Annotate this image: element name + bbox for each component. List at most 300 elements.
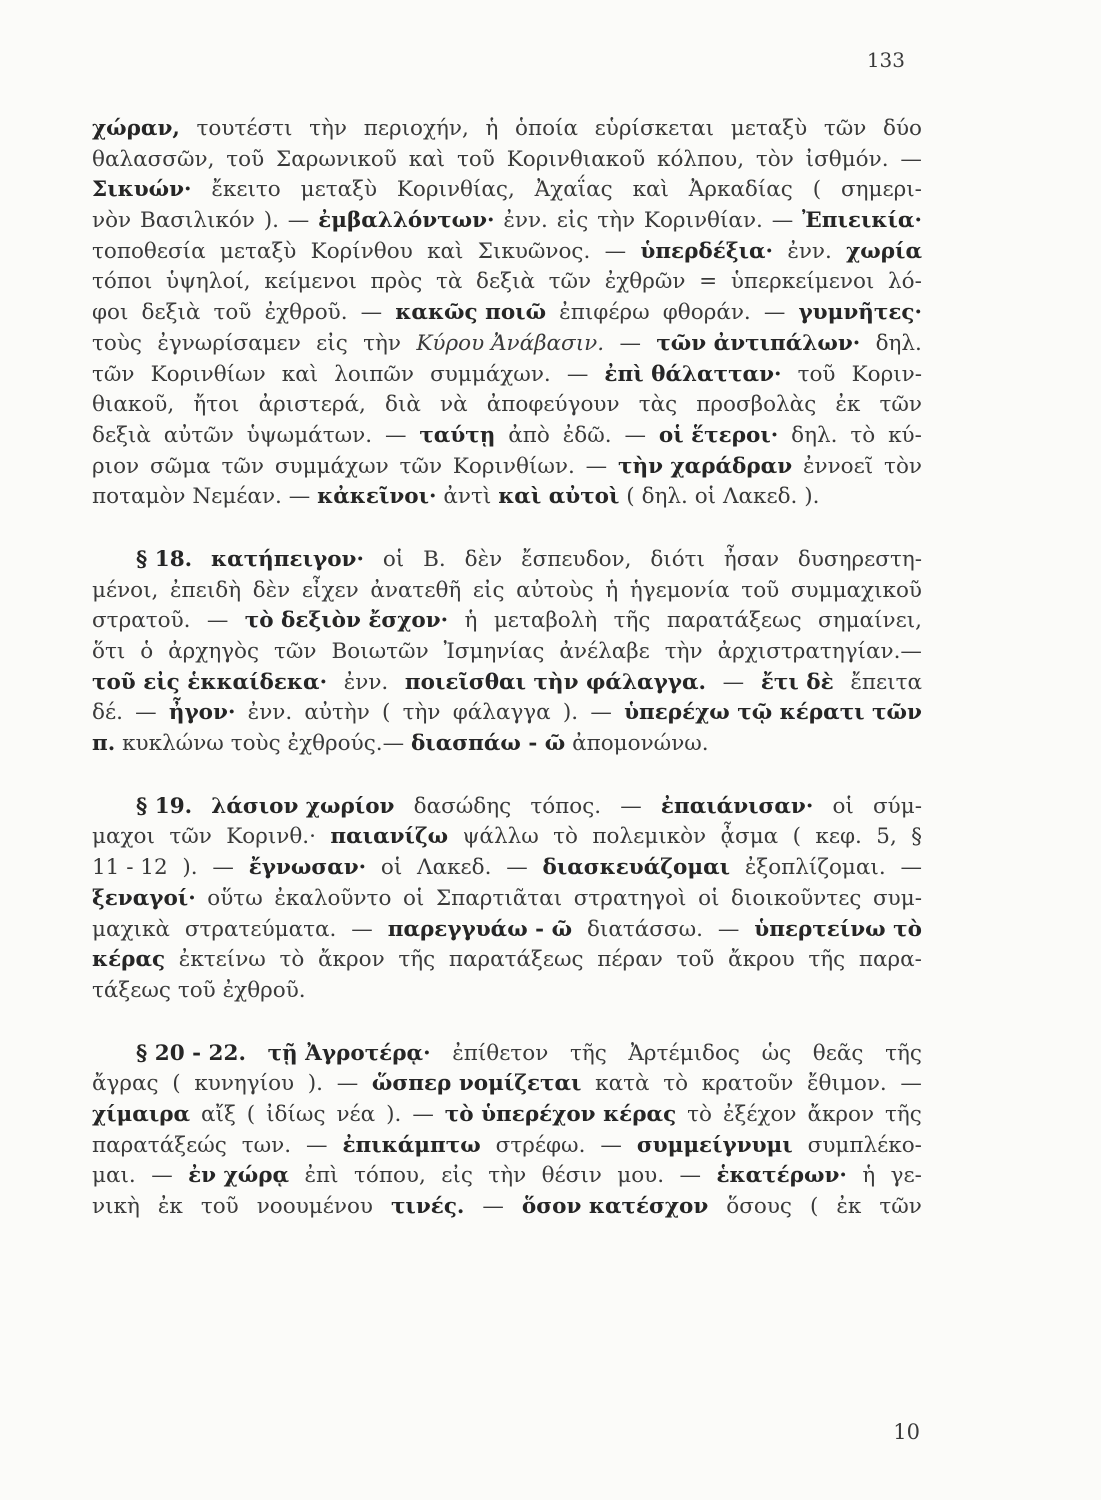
word: τῆς: [885, 1101, 922, 1127]
word: —: [722, 669, 745, 695]
word: σύμ-: [872, 793, 922, 819]
word: ).: [562, 700, 579, 726]
word: δεξιὰ: [141, 300, 201, 326]
word: τῶν: [221, 453, 264, 479]
word: οἱ: [694, 484, 717, 510]
word: Κορινθ.·: [226, 824, 316, 850]
word: ἐξέχον: [722, 1101, 797, 1127]
text-line: [92, 700, 922, 731]
bold-term: Σικυών·: [92, 177, 192, 203]
word: Νεμέαν.: [192, 484, 282, 510]
word: —: [287, 208, 310, 234]
word: ἀντὶ: [443, 484, 492, 510]
bold-term: συμμείγνυμι: [636, 1132, 793, 1158]
word: τουτέστι: [196, 116, 293, 141]
word: τὴν: [597, 208, 636, 234]
word: αὐτοὺς: [516, 577, 594, 603]
word: παρατάξεως: [666, 608, 802, 634]
word: καὶ: [408, 146, 446, 172]
word: σῶμα: [149, 453, 211, 479]
word: ἰσθμόν.: [805, 146, 889, 172]
word: τόπος.: [530, 793, 602, 819]
word: τῶν: [274, 639, 317, 664]
word: μεταξὺ: [219, 238, 297, 264]
bold-term: κέρας: [92, 947, 166, 973]
word: μεταξὺ: [730, 116, 808, 141]
bold-term: τὸ δεξιὸν ἔσχον·: [244, 608, 449, 634]
word: ).: [386, 1101, 402, 1127]
word: —: [288, 484, 311, 510]
word: δέ.: [92, 700, 123, 726]
word: ἐδῶ.: [562, 422, 612, 448]
word: ἐνν.: [247, 700, 293, 726]
word: (: [246, 1101, 256, 1127]
bold-term: ἐπαιάνισαν·: [660, 793, 814, 819]
word: ὁποία: [515, 116, 578, 141]
word: διοικοῦντες: [731, 885, 862, 911]
signature-mark: 10: [893, 1420, 920, 1444]
word: τοποθεσία: [92, 238, 206, 264]
word: συμμαχικοῦ: [790, 577, 922, 603]
word: διότι: [650, 546, 705, 572]
word: ἔθιμον.: [806, 1071, 887, 1097]
word: ψάλλω: [462, 824, 539, 850]
word: ἐνν.: [503, 208, 548, 234]
word: πρὸς: [370, 269, 423, 295]
bold-term: ἦγον·: [168, 700, 236, 726]
word: συμμάχων.: [430, 361, 551, 387]
word: ἐγνωρίσαμεν: [157, 330, 301, 356]
word: οἱ: [832, 793, 854, 819]
bold-term: ἐπικάμπτω: [342, 1132, 481, 1158]
word: 5,: [876, 824, 897, 850]
word: εἰς: [472, 577, 505, 603]
word: τῆς: [398, 947, 436, 973]
word: οἱ: [382, 546, 405, 572]
text-line: [92, 947, 922, 978]
word: ἄγρας: [92, 1071, 159, 1097]
word: ἰδίως: [266, 1101, 326, 1127]
word: εὑρίσκεται: [594, 116, 715, 141]
bold-term: ὥσπερ νομίζεται: [371, 1071, 582, 1097]
word: ἀνατεθῆ: [370, 577, 462, 603]
text-line: [92, 269, 922, 300]
word: Ἰσμηνίας: [443, 639, 545, 664]
word: τοῦ: [200, 1194, 239, 1219]
word: Ἀρκαδίας: [688, 177, 793, 203]
word: κύ-: [888, 422, 922, 448]
bold-term: διασπάω - ῶ: [410, 731, 566, 757]
text-line: [92, 239, 922, 270]
word: —: [351, 916, 373, 942]
word: θεᾶς: [812, 1040, 864, 1066]
word: τοῦ: [797, 361, 836, 387]
word: θέσιν: [541, 1163, 602, 1189]
word: ἀποφεύγουν: [486, 392, 620, 418]
page-number: 133: [866, 48, 905, 72]
word: ἐπιφέρω: [559, 300, 650, 326]
word: διατάσσω.: [586, 916, 703, 942]
bold-term: § 19.: [136, 793, 193, 819]
text-line: [92, 331, 922, 362]
word: τὰ: [435, 269, 463, 295]
word: ὑψηλοί,: [166, 269, 251, 295]
word: τῶν: [399, 453, 443, 479]
word: ἀπομονώνω.: [572, 731, 709, 757]
word: ἤτοι: [193, 392, 240, 418]
text-line: [92, 578, 922, 609]
bold-term: κἀκεῖνοι·: [317, 484, 437, 510]
word: ἡ: [605, 577, 619, 603]
word: κρατοῦν: [701, 1071, 794, 1097]
word: τοὺς: [230, 731, 281, 757]
word: μένοι,: [92, 577, 159, 603]
word: των.: [241, 1132, 292, 1158]
word: —: [135, 700, 157, 726]
word: σημερι-: [840, 177, 922, 203]
word: Κορινθίας,: [396, 177, 515, 203]
word: Ἀρτέμιδος: [628, 1040, 740, 1066]
word: Ἀχαΐας: [534, 177, 613, 203]
word: λό-: [888, 269, 922, 295]
bold-term: ἐν χώρᾳ: [188, 1163, 290, 1189]
word: περιοχήν,: [363, 116, 469, 141]
word: —: [585, 453, 608, 479]
word: τὴν: [402, 700, 441, 726]
word: οὕτω: [207, 885, 263, 911]
paragraph-gap: [92, 1009, 922, 1041]
word: τόποι: [92, 269, 153, 295]
word: —: [212, 855, 234, 881]
bold-term: τοῦ εἰς ἑκκαίδεκα·: [92, 669, 328, 695]
word: μου.: [617, 1163, 665, 1189]
word: δεξιὰ: [92, 422, 151, 448]
text-line: [92, 886, 922, 917]
word: εἰς: [441, 1163, 473, 1189]
text-line: [92, 855, 922, 886]
word: κόλπου,: [657, 146, 745, 172]
word: ἀρχηγὸς: [168, 639, 260, 664]
bold-term: ὑπερδέξια·: [640, 238, 774, 264]
word: αἴξ: [201, 1101, 236, 1127]
bold-term: τὴν χαράδραν: [618, 453, 793, 479]
word: ὁ: [140, 639, 154, 664]
word: παρατάξεώς: [92, 1132, 227, 1158]
word: —: [620, 793, 642, 819]
word: ἀπὸ: [508, 422, 550, 448]
word: ἐχθρούς.—: [287, 731, 405, 757]
word: ἔπειτα: [850, 669, 922, 695]
bold-term: χίμαιρα: [92, 1101, 191, 1127]
word: τὸν: [884, 453, 922, 479]
word: κυνηγίου: [194, 1071, 295, 1097]
word: —: [360, 300, 383, 326]
word: Κορινθίαν.: [643, 208, 763, 234]
word: τὴν: [664, 639, 703, 664]
word: ἡ: [464, 608, 478, 634]
word: τῶν: [879, 1194, 922, 1219]
word: διὰ: [385, 392, 421, 418]
word: ἡ: [485, 116, 499, 141]
word: ).: [263, 208, 279, 234]
word: νὸν: [92, 208, 132, 234]
word: 11 - 12: [92, 855, 168, 881]
word: ὑψωμάτων.: [246, 422, 373, 448]
word: τῶν: [823, 116, 867, 141]
text-line: [92, 670, 922, 701]
word: —: [336, 1071, 359, 1097]
word: ἐκ: [835, 392, 861, 418]
word: ὡς: [761, 1040, 792, 1066]
word: μαι.: [92, 1163, 136, 1189]
word: Σαρωνικοῦ: [276, 146, 397, 172]
word: ἀρχιστρατηγίαν.—: [717, 639, 922, 664]
text-line: [92, 824, 922, 855]
bold-term: ποιεῖσθαι τὴν φάλαγγα.: [404, 669, 707, 695]
bold-term: ξεναγοί·: [92, 885, 196, 911]
bold-term: λάσιον χωρίον: [211, 793, 395, 819]
word: —: [206, 608, 229, 634]
word: ἔσπευδον,: [521, 546, 632, 572]
text-line: [92, 177, 922, 208]
word: ὅσους: [726, 1194, 792, 1219]
word: δηλ.: [875, 330, 922, 356]
word: δηλ.: [791, 422, 838, 448]
word: Σπαρτιᾶται: [435, 885, 563, 911]
bold-term: § 18.: [136, 546, 193, 572]
bold-term: ὑπερέχω τῷ κέρατι τῶν: [624, 700, 922, 726]
word: στρατοῦ.: [92, 608, 191, 634]
word: καὶ: [632, 177, 669, 203]
word: Βοιωτῶν: [331, 639, 429, 664]
word: κυκλώνω: [122, 731, 224, 757]
word: ἐκτείνω: [178, 947, 266, 973]
word: τῆς: [613, 608, 651, 634]
word: τοῦ: [177, 977, 216, 1003]
word: θαλασσῶν,: [92, 146, 215, 172]
word: ἐνν.: [787, 238, 832, 264]
text-line: [92, 1041, 922, 1072]
word: μεταβολὴ: [493, 608, 598, 634]
word: συμ-: [872, 885, 922, 911]
word: ἀνέλαβε: [559, 639, 650, 664]
word: δὲν: [252, 577, 291, 603]
word: τὰς: [638, 392, 678, 418]
word: ἐπίθετον: [452, 1040, 549, 1066]
word: δυσηρεστη-: [797, 546, 922, 572]
word: ἐκ: [157, 1194, 183, 1219]
word: τῆς: [885, 1040, 922, 1066]
word: τοῦ: [456, 146, 495, 172]
bold-term: ἔτι δὲ: [760, 669, 834, 695]
word: τὸ: [687, 1101, 712, 1127]
word: —: [900, 1071, 922, 1097]
word: τὸν: [755, 146, 794, 172]
bold-term: κακῶς ποιῶ: [395, 300, 547, 326]
bold-term: ὑπερτείνω τὸ: [754, 916, 922, 942]
word: τὸ: [553, 824, 578, 850]
word: ἐπειδὴ: [170, 577, 242, 603]
paragraph-gap: [92, 762, 922, 794]
word: —: [771, 208, 794, 234]
word: σημαίνει,: [818, 608, 922, 634]
word: ᾆσμα: [720, 824, 779, 850]
word: λοιπῶν: [334, 361, 414, 387]
word: Κορινθιακοῦ: [506, 146, 646, 172]
word: Κορίνθου: [310, 238, 413, 264]
word: ἐπὶ: [304, 1163, 339, 1189]
word: θιακοῦ,: [92, 392, 175, 418]
text-line: [92, 423, 922, 454]
word: τῆς: [808, 947, 846, 973]
word: Βασιλικόν: [139, 208, 255, 234]
word: ἀριστερά,: [258, 392, 366, 418]
word: τὸ: [663, 1071, 689, 1097]
word: τῶν: [92, 361, 135, 387]
bold-term: ἑκατέρων·: [716, 1163, 847, 1189]
word: κεφ.: [815, 824, 862, 850]
word: παρα-: [858, 947, 922, 973]
bold-term: ἔγνωσαν·: [248, 855, 367, 881]
word: μαχοι: [92, 824, 155, 850]
word: —: [600, 1132, 622, 1158]
bold-term: ταύτῃ: [419, 422, 496, 448]
word: φάλαγγα: [452, 700, 551, 726]
word: —: [624, 422, 646, 448]
word: (: [382, 700, 391, 726]
word: —: [900, 855, 922, 881]
text-line: [92, 1163, 922, 1194]
text-line: [92, 794, 922, 825]
word: —: [412, 1101, 434, 1127]
bold-term: κατήπειγον·: [211, 546, 364, 572]
word: ὑπερκείμενοι: [730, 269, 875, 295]
word: στρατεύματα.: [184, 916, 337, 942]
word: Β.: [423, 546, 446, 572]
word: τάξεως: [92, 977, 171, 1003]
word: —: [566, 361, 589, 387]
bold-term: τῶν ἀντιπάλων·: [656, 330, 861, 356]
bold-term: ὅσον κατέσχον: [521, 1194, 709, 1219]
word: ἦσαν: [723, 546, 780, 572]
word: μαχικὰ: [92, 916, 170, 942]
word: —: [763, 300, 786, 326]
word: νέα: [336, 1101, 376, 1127]
word: ἐκ: [836, 1194, 862, 1219]
text-line: [92, 608, 922, 639]
word: δηλ.: [641, 484, 688, 510]
word: δύο: [883, 116, 922, 141]
word: (: [812, 177, 822, 203]
word: —: [151, 1163, 173, 1189]
word: φθοράν.: [662, 300, 751, 326]
word: αὐτὴν: [304, 700, 370, 726]
word: —: [619, 330, 641, 356]
word: μεταξὺ: [300, 177, 378, 203]
word: Κοριν-: [851, 361, 922, 387]
body-text: [92, 116, 922, 1225]
text-line: [92, 917, 922, 948]
bold-term: τὸ ὑπερέχον κέρας: [444, 1101, 677, 1127]
text-line: [92, 1071, 922, 1102]
text-line: [92, 116, 922, 147]
word: ἐξοπλίζομαι.: [744, 855, 886, 881]
word: τόπου,: [354, 1163, 426, 1189]
word: ἔκειτο: [211, 177, 281, 203]
word: —: [506, 855, 528, 881]
word: στρατηγοὶ: [573, 885, 687, 911]
word: τὴν: [488, 1163, 527, 1189]
bold-term: παρεγγυάω - ῶ: [387, 916, 573, 942]
word: νοουμένου: [256, 1194, 373, 1219]
word: οἱ: [380, 855, 403, 881]
word: νὰ: [440, 392, 468, 418]
word: ).: [182, 855, 198, 881]
text-line: [92, 362, 922, 393]
word: —: [679, 1163, 702, 1189]
word: συμπλέκο-: [807, 1132, 922, 1158]
word: προσβολὰς: [696, 392, 817, 418]
word: τὴν: [363, 330, 401, 356]
word: δεξιὰ: [476, 269, 535, 295]
word: τοῦ: [741, 577, 780, 603]
bold-term: τινές.: [390, 1194, 465, 1219]
word: Λακεδ.: [417, 855, 492, 881]
word: καὶ: [281, 361, 319, 387]
word: (: [626, 484, 635, 510]
word: φοι: [92, 300, 129, 326]
word: —: [384, 422, 407, 448]
word: Κορινθίων: [150, 361, 266, 387]
bold-term: ἐμβαλλόντων·: [318, 208, 495, 234]
word: εἰς: [556, 208, 589, 234]
bold-term: διασκευάζομαι: [542, 855, 731, 881]
word: ἡ: [862, 1163, 876, 1189]
text-line: [92, 1133, 922, 1164]
text-line: [92, 639, 922, 670]
word: γε-: [890, 1163, 922, 1189]
word: πέραν: [597, 947, 663, 973]
word: —: [306, 1132, 328, 1158]
word: ἐνν.: [343, 669, 389, 695]
bold-term: π.: [92, 731, 116, 757]
word: ἄκρον: [318, 947, 385, 973]
paragraph-gap: [92, 515, 922, 547]
word: τοὺς: [92, 330, 142, 356]
word: νικὴ: [92, 1194, 140, 1219]
word: τῶν: [169, 824, 212, 850]
bold-term: τῇ Ἀγροτέρᾳ·: [267, 1040, 431, 1066]
word: ριον: [92, 453, 140, 479]
word: ἐκαλοῦντο: [274, 885, 392, 911]
text-line: [92, 1194, 922, 1225]
word: οἱ: [402, 885, 425, 911]
bold-term: οἱ ἕτεροι·: [658, 422, 779, 448]
word: τοῦ: [676, 947, 715, 973]
word: —: [604, 238, 627, 264]
word: παρατάξεως: [448, 947, 584, 973]
word: Λακεδ.: [722, 484, 798, 510]
word: καὶ: [427, 238, 464, 264]
word: τοῦ: [213, 300, 252, 326]
bold-term: χώραν,: [92, 116, 180, 141]
word: ).: [804, 484, 820, 510]
word: τῶν: [548, 269, 592, 295]
word: §: [911, 824, 922, 850]
text-line: [92, 547, 922, 578]
text-line: [92, 454, 922, 485]
word: αὐτῶν: [163, 422, 234, 448]
